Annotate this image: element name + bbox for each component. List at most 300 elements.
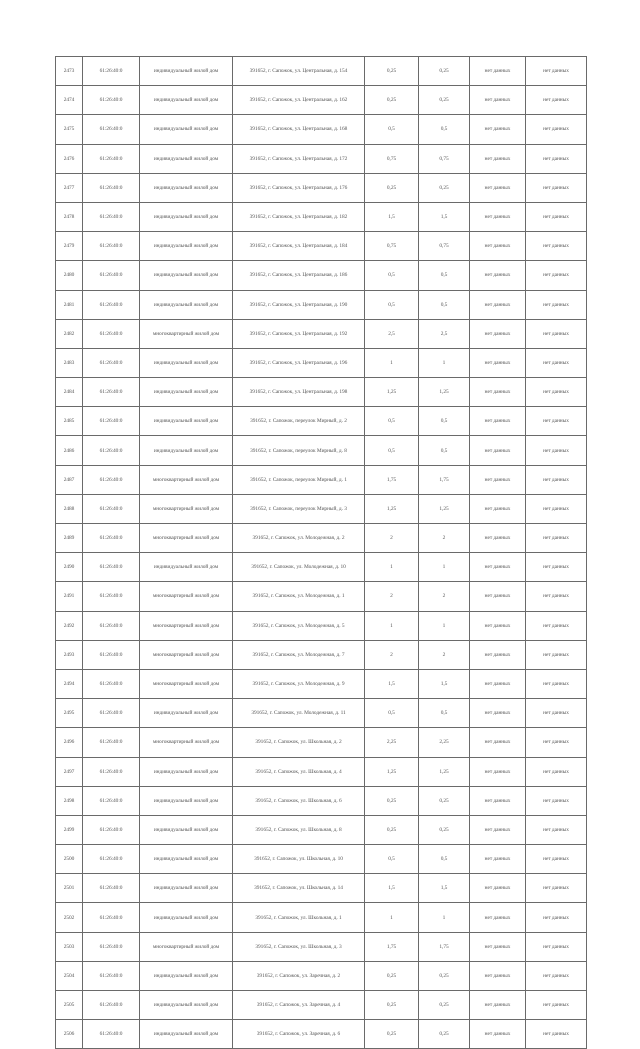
cadastral-code-cell: 61:26:40:0 xyxy=(83,845,140,874)
table-row xyxy=(56,261,587,290)
object-type-cell: индивидуальный жилой дом xyxy=(140,57,233,86)
status-2-cell: нет данных xyxy=(526,728,587,757)
value-2-cell: 2,5 xyxy=(419,319,470,348)
object-type-cell: индивидуальный жилой дом xyxy=(140,202,233,231)
status-2-cell: нет данных xyxy=(526,961,587,990)
cadastral-code-cell: 61:26:40:0 xyxy=(83,786,140,815)
status-1-cell: нет данных xyxy=(470,1020,526,1049)
value-1-cell: 2 xyxy=(365,640,419,669)
value-1-cell: 1,5 xyxy=(365,669,419,698)
status-2-cell: нет данных xyxy=(526,436,587,465)
status-1-cell: нет данных xyxy=(470,991,526,1020)
address-cell: 391652, г. Сапожок, ул. Школьная, д. 10 xyxy=(233,845,365,874)
address-cell: 391652, г. Сапожок, переулок Мирный, д. 3 xyxy=(233,494,365,523)
object-type-cell: индивидуальный жилой дом xyxy=(140,845,233,874)
cadastral-code-cell: 61:26:40:0 xyxy=(83,202,140,231)
row-number-cell: 2500 xyxy=(56,845,83,874)
value-1-cell: 0,5 xyxy=(365,407,419,436)
object-type-cell: индивидуальный жилой дом xyxy=(140,261,233,290)
address-cell: 391652, г. Сапожок, переулок Мирный, д. 1 xyxy=(233,465,365,494)
status-1-cell: нет данных xyxy=(470,845,526,874)
status-2-cell: нет данных xyxy=(526,553,587,582)
object-type-cell: индивидуальный жилой дом xyxy=(140,436,233,465)
status-1-cell: нет данных xyxy=(470,173,526,202)
value-1-cell: 0,25 xyxy=(365,1020,419,1049)
status-2-cell: нет данных xyxy=(526,991,587,1020)
value-1-cell: 0,25 xyxy=(365,786,419,815)
address-cell: 391652, г. Сапожок, ул. Молодежная, д. 2 xyxy=(233,524,365,553)
value-2-cell: 0,25 xyxy=(419,86,470,115)
value-1-cell: 0,25 xyxy=(365,991,419,1020)
status-2-cell: нет данных xyxy=(526,86,587,115)
value-2-cell: 1 xyxy=(419,611,470,640)
table-row xyxy=(56,348,587,377)
cadastral-code-cell: 61:26:40:0 xyxy=(83,903,140,932)
address-cell: 391652, г. Сапожок, ул. Заречная, д. 2 xyxy=(233,961,365,990)
table-row xyxy=(56,524,587,553)
address-cell: 391652, г. Сапожок, ул. Центральная, д. 154 xyxy=(233,57,365,86)
table-row xyxy=(56,845,587,874)
value-2-cell: 0,5 xyxy=(419,845,470,874)
row-number-cell: 2503 xyxy=(56,932,83,961)
object-type-cell: индивидуальный жилой дом xyxy=(140,786,233,815)
row-number-cell: 2504 xyxy=(56,961,83,990)
value-2-cell: 0,5 xyxy=(419,436,470,465)
value-1-cell: 2 xyxy=(365,524,419,553)
status-1-cell: нет данных xyxy=(470,57,526,86)
table-row xyxy=(56,465,587,494)
address-cell: 391652, г. Сапожок, ул. Центральная, д. 196 xyxy=(233,348,365,377)
cadastral-code-cell: 61:26:40:0 xyxy=(83,407,140,436)
status-2-cell: нет данных xyxy=(526,173,587,202)
cadastral-code-cell: 61:26:40:0 xyxy=(83,436,140,465)
status-1-cell: нет данных xyxy=(470,494,526,523)
status-2-cell: нет данных xyxy=(526,669,587,698)
cadastral-code-cell: 61:26:40:0 xyxy=(83,669,140,698)
status-1-cell: нет данных xyxy=(470,378,526,407)
row-number-cell: 2474 xyxy=(56,86,83,115)
row-number-cell: 2491 xyxy=(56,582,83,611)
registry-body xyxy=(56,57,587,1049)
row-number-cell: 2492 xyxy=(56,611,83,640)
object-type-cell: индивидуальный жилой дом xyxy=(140,757,233,786)
value-1-cell: 0,25 xyxy=(365,815,419,844)
address-cell: 391652, г. Сапожок, ул. Молодежная, д. 5 xyxy=(233,611,365,640)
object-type-cell: индивидуальный жилой дом xyxy=(140,86,233,115)
value-1-cell: 1,75 xyxy=(365,932,419,961)
row-number-cell: 2489 xyxy=(56,524,83,553)
status-2-cell: нет данных xyxy=(526,524,587,553)
row-number-cell: 2497 xyxy=(56,757,83,786)
address-cell: 391652, г. Сапожок, переулок Мирный, д. 8 xyxy=(233,436,365,465)
table-row xyxy=(56,553,587,582)
table-row xyxy=(56,611,587,640)
table-row xyxy=(56,494,587,523)
row-number-cell: 2485 xyxy=(56,407,83,436)
object-type-cell: многоквартирный жилой дом xyxy=(140,728,233,757)
value-1-cell: 1,25 xyxy=(365,378,419,407)
value-2-cell: 1,25 xyxy=(419,494,470,523)
value-1-cell: 0,25 xyxy=(365,86,419,115)
address-cell: 391652, г. Сапожок, ул. Молодежная, д. 10 xyxy=(233,553,365,582)
table-row xyxy=(56,757,587,786)
status-2-cell: нет данных xyxy=(526,261,587,290)
address-cell: 391652, г. Сапожок, ул. Школьная, д. 6 xyxy=(233,786,365,815)
object-type-cell: многоквартирный жилой дом xyxy=(140,640,233,669)
value-1-cell: 1,75 xyxy=(365,465,419,494)
object-type-cell: индивидуальный жилой дом xyxy=(140,553,233,582)
value-2-cell: 0,5 xyxy=(419,290,470,319)
table-row xyxy=(56,173,587,202)
value-1-cell: 2 xyxy=(365,582,419,611)
row-number-cell: 2490 xyxy=(56,553,83,582)
value-2-cell: 0,75 xyxy=(419,232,470,261)
value-2-cell: 0,5 xyxy=(419,115,470,144)
value-2-cell: 2 xyxy=(419,640,470,669)
cadastral-code-cell: 61:26:40:0 xyxy=(83,932,140,961)
status-2-cell: нет данных xyxy=(526,378,587,407)
table-row xyxy=(56,86,587,115)
value-1-cell: 0,75 xyxy=(365,232,419,261)
value-1-cell: 0,25 xyxy=(365,173,419,202)
value-2-cell: 0,25 xyxy=(419,57,470,86)
status-2-cell: нет данных xyxy=(526,465,587,494)
table-row xyxy=(56,378,587,407)
row-number-cell: 2495 xyxy=(56,699,83,728)
cadastral-code-cell: 61:26:40:0 xyxy=(83,465,140,494)
table-row xyxy=(56,290,587,319)
row-number-cell: 2486 xyxy=(56,436,83,465)
status-1-cell: нет данных xyxy=(470,202,526,231)
address-cell: 391652, г. Сапожок, ул. Центральная, д. 172 xyxy=(233,144,365,173)
value-2-cell: 1,5 xyxy=(419,202,470,231)
row-number-cell: 2473 xyxy=(56,57,83,86)
status-2-cell: нет данных xyxy=(526,494,587,523)
row-number-cell: 2477 xyxy=(56,173,83,202)
cadastral-code-cell: 61:26:40:0 xyxy=(83,815,140,844)
address-cell: 391652, г. Сапожок, ул. Школьная, д. 8 xyxy=(233,815,365,844)
cadastral-code-cell: 61:26:40:0 xyxy=(83,232,140,261)
cadastral-code-cell: 61:26:40:0 xyxy=(83,757,140,786)
object-type-cell: индивидуальный жилой дом xyxy=(140,903,233,932)
row-number-cell: 2482 xyxy=(56,319,83,348)
row-number-cell: 2488 xyxy=(56,494,83,523)
value-2-cell: 1,5 xyxy=(419,874,470,903)
row-number-cell: 2481 xyxy=(56,290,83,319)
table-row xyxy=(56,57,587,86)
status-1-cell: нет данных xyxy=(470,115,526,144)
cadastral-code-cell: 61:26:40:0 xyxy=(83,699,140,728)
address-cell: 391652, г. Сапожок, ул. Молодежная, д. 11 xyxy=(233,699,365,728)
cadastral-code-cell: 61:26:40:0 xyxy=(83,1020,140,1049)
object-type-cell: индивидуальный жилой дом xyxy=(140,290,233,319)
address-cell: 391652, г. Сапожок, ул. Центральная, д. 182 xyxy=(233,202,365,231)
address-cell: 391652, г. Сапожок, ул. Центральная, д. 198 xyxy=(233,378,365,407)
status-1-cell: нет данных xyxy=(470,144,526,173)
value-2-cell: 0,5 xyxy=(419,261,470,290)
table-row xyxy=(56,1020,587,1049)
table-row xyxy=(56,699,587,728)
status-1-cell: нет данных xyxy=(470,524,526,553)
row-number-cell: 2483 xyxy=(56,348,83,377)
status-2-cell: нет данных xyxy=(526,1020,587,1049)
status-2-cell: нет данных xyxy=(526,232,587,261)
status-2-cell: нет данных xyxy=(526,757,587,786)
object-type-cell: индивидуальный жилой дом xyxy=(140,232,233,261)
value-1-cell: 1 xyxy=(365,553,419,582)
table-row xyxy=(56,874,587,903)
table-row xyxy=(56,640,587,669)
address-cell: 391652, г. Сапожок, ул. Школьная, д. 1 xyxy=(233,903,365,932)
status-1-cell: нет данных xyxy=(470,319,526,348)
address-cell: 391652, г. Сапожок, ул. Школьная, д. 4 xyxy=(233,757,365,786)
value-2-cell: 1,25 xyxy=(419,757,470,786)
address-cell: 391652, г. Сапожок, ул. Молодежная, д. 9 xyxy=(233,669,365,698)
object-type-cell: многоквартирный жилой дом xyxy=(140,669,233,698)
value-1-cell: 0,5 xyxy=(365,290,419,319)
address-cell: 391652, г. Сапожок, ул. Школьная, д. 3 xyxy=(233,932,365,961)
object-type-cell: многоквартирный жилой дом xyxy=(140,524,233,553)
status-1-cell: нет данных xyxy=(470,874,526,903)
cadastral-code-cell: 61:26:40:0 xyxy=(83,524,140,553)
row-number-cell: 2475 xyxy=(56,115,83,144)
object-type-cell: индивидуальный жилой дом xyxy=(140,815,233,844)
object-type-cell: индивидуальный жилой дом xyxy=(140,699,233,728)
status-2-cell: нет данных xyxy=(526,144,587,173)
object-type-cell: многоквартирный жилой дом xyxy=(140,319,233,348)
value-1-cell: 1 xyxy=(365,611,419,640)
value-1-cell: 0,5 xyxy=(365,115,419,144)
value-2-cell: 0,5 xyxy=(419,699,470,728)
value-1-cell: 1 xyxy=(365,903,419,932)
cadastral-code-cell: 61:26:40:0 xyxy=(83,378,140,407)
address-cell: 391652, г. Сапожок, ул. Центральная, д. 186 xyxy=(233,261,365,290)
row-number-cell: 2487 xyxy=(56,465,83,494)
table-row xyxy=(56,815,587,844)
address-cell: 391652, г. Сапожок, ул. Школьная, д. 14 xyxy=(233,874,365,903)
value-1-cell: 0,5 xyxy=(365,436,419,465)
row-number-cell: 2478 xyxy=(56,202,83,231)
value-2-cell: 1,25 xyxy=(419,378,470,407)
status-1-cell: нет данных xyxy=(470,961,526,990)
value-1-cell: 0,25 xyxy=(365,961,419,990)
table-row xyxy=(56,115,587,144)
value-2-cell: 0,25 xyxy=(419,961,470,990)
object-type-cell: индивидуальный жилой дом xyxy=(140,991,233,1020)
status-1-cell: нет данных xyxy=(470,932,526,961)
value-1-cell: 1,25 xyxy=(365,757,419,786)
cadastral-code-cell: 61:26:40:0 xyxy=(83,144,140,173)
address-cell: 391652, г. Сапожок, ул. Центральная, д. 162 xyxy=(233,86,365,115)
status-2-cell: нет данных xyxy=(526,407,587,436)
status-1-cell: нет данных xyxy=(470,728,526,757)
cadastral-code-cell: 61:26:40:0 xyxy=(83,261,140,290)
value-2-cell: 0,25 xyxy=(419,786,470,815)
cadastral-code-cell: 61:26:40:0 xyxy=(83,640,140,669)
status-1-cell: нет данных xyxy=(470,611,526,640)
table-row xyxy=(56,202,587,231)
address-cell: 391652, г. Сапожок, ул. Молодежная, д. 1 xyxy=(233,582,365,611)
table-row xyxy=(56,407,587,436)
table-row xyxy=(56,319,587,348)
status-1-cell: нет данных xyxy=(470,757,526,786)
object-type-cell: многоквартирный жилой дом xyxy=(140,494,233,523)
cadastral-code-cell: 61:26:40:0 xyxy=(83,57,140,86)
address-cell: 391652, г. Сапожок, ул. Школьная, д. 2 xyxy=(233,728,365,757)
row-number-cell: 2476 xyxy=(56,144,83,173)
status-1-cell: нет данных xyxy=(470,669,526,698)
address-cell: 391652, г. Сапожок, ул. Заречная, д. 4 xyxy=(233,991,365,1020)
status-1-cell: нет данных xyxy=(470,699,526,728)
row-number-cell: 2498 xyxy=(56,786,83,815)
value-2-cell: 1,5 xyxy=(419,669,470,698)
table-row xyxy=(56,932,587,961)
address-cell: 391652, г. Сапожок, ул. Центральная, д. 184 xyxy=(233,232,365,261)
row-number-cell: 2502 xyxy=(56,903,83,932)
status-1-cell: нет данных xyxy=(470,436,526,465)
table-row xyxy=(56,669,587,698)
row-number-cell: 2493 xyxy=(56,640,83,669)
status-1-cell: нет данных xyxy=(470,290,526,319)
cadastral-code-cell: 61:26:40:0 xyxy=(83,874,140,903)
value-2-cell: 2 xyxy=(419,524,470,553)
status-2-cell: нет данных xyxy=(526,815,587,844)
row-number-cell: 2506 xyxy=(56,1020,83,1049)
cadastral-code-cell: 61:26:40:0 xyxy=(83,611,140,640)
cadastral-code-cell: 61:26:40:0 xyxy=(83,348,140,377)
value-2-cell: 0,25 xyxy=(419,1020,470,1049)
status-2-cell: нет данных xyxy=(526,640,587,669)
cadastral-code-cell: 61:26:40:0 xyxy=(83,582,140,611)
table-row xyxy=(56,144,587,173)
object-type-cell: индивидуальный жилой дом xyxy=(140,1020,233,1049)
status-1-cell: нет данных xyxy=(470,465,526,494)
status-1-cell: нет данных xyxy=(470,261,526,290)
status-1-cell: нет данных xyxy=(470,232,526,261)
value-1-cell: 0,5 xyxy=(365,845,419,874)
status-1-cell: нет данных xyxy=(470,640,526,669)
value-1-cell: 2,25 xyxy=(365,728,419,757)
row-number-cell: 2480 xyxy=(56,261,83,290)
status-2-cell: нет данных xyxy=(526,874,587,903)
table-row xyxy=(56,436,587,465)
status-1-cell: нет данных xyxy=(470,553,526,582)
cadastral-code-cell: 61:26:40:0 xyxy=(83,290,140,319)
value-1-cell: 0,5 xyxy=(365,261,419,290)
table-row xyxy=(56,232,587,261)
value-2-cell: 1,75 xyxy=(419,932,470,961)
address-cell: 391652, г. Сапожок, ул. Центральная, д. 176 xyxy=(233,173,365,202)
address-cell: 391652, г. Сапожок, ул. Заречная, д. 6 xyxy=(233,1020,365,1049)
object-type-cell: индивидуальный жилой дом xyxy=(140,173,233,202)
object-type-cell: индивидуальный жилой дом xyxy=(140,961,233,990)
row-number-cell: 2479 xyxy=(56,232,83,261)
status-2-cell: нет данных xyxy=(526,115,587,144)
address-cell: 391652, г. Сапожок, ул. Центральная, д. 190 xyxy=(233,290,365,319)
object-type-cell: индивидуальный жилой дом xyxy=(140,874,233,903)
value-1-cell: 2,5 xyxy=(365,319,419,348)
cadastral-code-cell: 61:26:40:0 xyxy=(83,991,140,1020)
cadastral-code-cell: 61:26:40:0 xyxy=(83,115,140,144)
value-1-cell: 0,5 xyxy=(365,699,419,728)
row-number-cell: 2505 xyxy=(56,991,83,1020)
value-2-cell: 2 xyxy=(419,582,470,611)
object-type-cell: индивидуальный жилой дом xyxy=(140,407,233,436)
status-1-cell: нет данных xyxy=(470,582,526,611)
value-2-cell: 1 xyxy=(419,553,470,582)
cadastral-code-cell: 61:26:40:0 xyxy=(83,961,140,990)
status-1-cell: нет данных xyxy=(470,786,526,815)
table-row xyxy=(56,991,587,1020)
status-2-cell: нет данных xyxy=(526,202,587,231)
status-1-cell: нет данных xyxy=(470,348,526,377)
cadastral-code-cell: 61:26:40:0 xyxy=(83,728,140,757)
row-number-cell: 2499 xyxy=(56,815,83,844)
status-2-cell: нет данных xyxy=(526,290,587,319)
object-type-cell: индивидуальный жилой дом xyxy=(140,348,233,377)
value-1-cell: 1,5 xyxy=(365,202,419,231)
status-1-cell: нет данных xyxy=(470,903,526,932)
value-2-cell: 0,5 xyxy=(419,407,470,436)
object-type-cell: индивидуальный жилой дом xyxy=(140,378,233,407)
status-2-cell: нет данных xyxy=(526,582,587,611)
cadastral-code-cell: 61:26:40:0 xyxy=(83,553,140,582)
table-row xyxy=(56,903,587,932)
status-2-cell: нет данных xyxy=(526,348,587,377)
value-1-cell: 0,75 xyxy=(365,144,419,173)
status-1-cell: нет данных xyxy=(470,815,526,844)
status-2-cell: нет данных xyxy=(526,57,587,86)
status-2-cell: нет данных xyxy=(526,845,587,874)
value-1-cell: 1 xyxy=(365,348,419,377)
object-type-cell: многоквартирный жилой дом xyxy=(140,465,233,494)
table-row xyxy=(56,728,587,757)
status-1-cell: нет данных xyxy=(470,407,526,436)
row-number-cell: 2484 xyxy=(56,378,83,407)
table-row xyxy=(56,786,587,815)
value-2-cell: 2,25 xyxy=(419,728,470,757)
value-1-cell: 1,25 xyxy=(365,494,419,523)
value-2-cell: 1,75 xyxy=(419,465,470,494)
row-number-cell: 2501 xyxy=(56,874,83,903)
cadastral-code-cell: 61:26:40:0 xyxy=(83,319,140,348)
value-2-cell: 1 xyxy=(419,348,470,377)
address-cell: 391652, г. Сапожок, ул. Центральная, д. 192 xyxy=(233,319,365,348)
cadastral-code-cell: 61:26:40:0 xyxy=(83,173,140,202)
value-2-cell: 0,25 xyxy=(419,815,470,844)
row-number-cell: 2494 xyxy=(56,669,83,698)
object-type-cell: многоквартирный жилой дом xyxy=(140,611,233,640)
status-2-cell: нет данных xyxy=(526,903,587,932)
object-type-cell: индивидуальный жилой дом xyxy=(140,144,233,173)
registry-table xyxy=(55,56,587,1049)
object-type-cell: индивидуальный жилой дом xyxy=(140,115,233,144)
value-2-cell: 1 xyxy=(419,903,470,932)
value-2-cell: 0,25 xyxy=(419,173,470,202)
address-cell: 391652, г. Сапожок, ул. Молодежная, д. 7 xyxy=(233,640,365,669)
address-cell: 391652, г. Сапожок, переулок Мирный, д. 2 xyxy=(233,407,365,436)
status-1-cell: нет данных xyxy=(470,86,526,115)
row-number-cell: 2496 xyxy=(56,728,83,757)
address-cell: 391652, г. Сапожок, ул. Центральная, д. 168 xyxy=(233,115,365,144)
status-2-cell: нет данных xyxy=(526,699,587,728)
status-2-cell: нет данных xyxy=(526,319,587,348)
table-row xyxy=(56,961,587,990)
cadastral-code-cell: 61:26:40:0 xyxy=(83,86,140,115)
object-type-cell: многоквартирный жилой дом xyxy=(140,932,233,961)
object-type-cell: многоквартирный жилой дом xyxy=(140,582,233,611)
table-row xyxy=(56,582,587,611)
